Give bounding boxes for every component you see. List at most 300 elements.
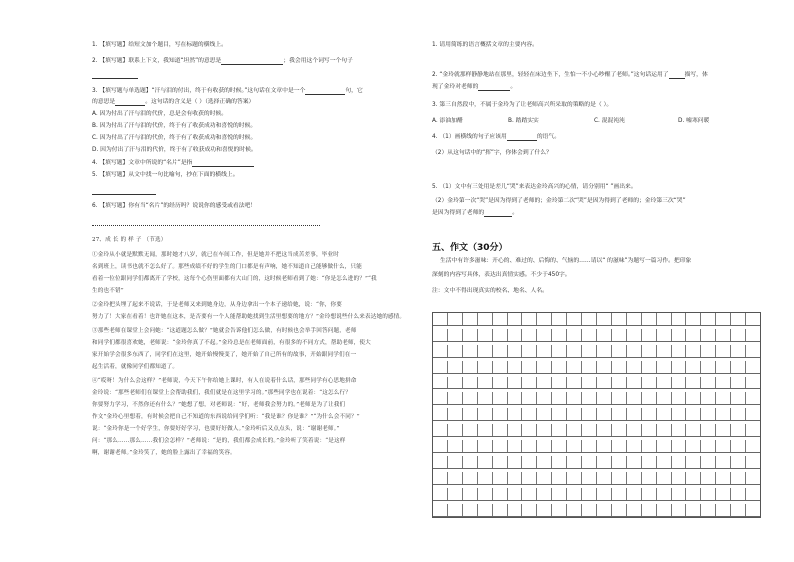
grid-cell[interactable] [642, 392, 657, 404]
grid-cell[interactable] [657, 377, 672, 389]
grid-cell[interactable] [582, 329, 597, 341]
grid-cell[interactable] [508, 456, 523, 468]
grid-cell[interactable] [493, 472, 508, 484]
answer-line[interactable] [92, 78, 138, 79]
grid-cell[interactable] [508, 424, 523, 436]
grid-cell[interactable] [746, 456, 760, 468]
grid-cell[interactable] [746, 504, 760, 516]
grid-cell[interactable] [522, 440, 537, 452]
grid-cell[interactable] [701, 472, 716, 484]
answer-blank[interactable] [484, 211, 512, 217]
grid-cell[interactable] [433, 408, 448, 420]
grid-cell[interactable] [537, 361, 552, 373]
grid-cell[interactable] [567, 424, 582, 436]
grid-cell[interactable] [522, 361, 537, 373]
grid-cell[interactable] [522, 424, 537, 436]
grid-cell[interactable] [537, 456, 552, 468]
grid-cell[interactable] [508, 392, 523, 404]
essay-writing-grid[interactable] [432, 312, 761, 518]
grid-cell[interactable] [478, 345, 493, 357]
option-b[interactable]: B. 因为付出了汗与泪的代价，终于有了收获成功和喜悦的时候。 [92, 123, 257, 129]
grid-cell[interactable] [746, 345, 760, 357]
grid-cell[interactable] [686, 329, 701, 341]
grid-cell[interactable] [746, 424, 760, 436]
grid-cell[interactable] [597, 440, 612, 452]
grid-cell[interactable] [642, 361, 657, 373]
grid-cell[interactable] [508, 345, 523, 357]
grid-cell[interactable] [448, 377, 463, 389]
grid-cell[interactable] [448, 361, 463, 373]
grid-cell[interactable] [627, 377, 642, 389]
grid-cell[interactable] [522, 377, 537, 389]
grid-cell[interactable] [597, 392, 612, 404]
grid-cell[interactable] [552, 329, 567, 341]
grid-cell[interactable] [627, 345, 642, 357]
grid-cell[interactable] [716, 361, 731, 373]
answer-blank[interactable] [669, 73, 685, 79]
grid-cell[interactable] [612, 313, 627, 325]
grid-cell[interactable] [537, 392, 552, 404]
grid-cell[interactable] [746, 361, 760, 373]
grid-cell[interactable] [672, 361, 687, 373]
grid-cell[interactable] [716, 408, 731, 420]
grid-cell[interactable] [582, 408, 597, 420]
grid-cell[interactable] [731, 456, 746, 468]
grid-cell[interactable] [597, 408, 612, 420]
grid-cell[interactable] [657, 361, 672, 373]
grid-cell[interactable] [627, 392, 642, 404]
grid-cell[interactable] [522, 392, 537, 404]
grid-cell[interactable] [493, 377, 508, 389]
grid-cell[interactable] [701, 361, 716, 373]
grid-cell[interactable] [627, 313, 642, 325]
grid-cell[interactable] [716, 377, 731, 389]
grid-cell[interactable] [433, 345, 448, 357]
grid-cell[interactable] [746, 408, 760, 420]
grid-cell[interactable] [686, 472, 701, 484]
grid-cell[interactable] [612, 504, 627, 516]
grid-cell[interactable] [567, 392, 582, 404]
grid-cell[interactable] [567, 361, 582, 373]
grid-cell[interactable] [478, 488, 493, 500]
grid-cell[interactable] [701, 377, 716, 389]
grid-cell[interactable] [701, 424, 716, 436]
grid-cell[interactable] [672, 313, 687, 325]
grid-cell[interactable] [522, 456, 537, 468]
grid-cell[interactable] [433, 377, 448, 389]
grid-cell[interactable] [582, 377, 597, 389]
grid-cell[interactable] [433, 456, 448, 468]
grid-cell[interactable] [463, 456, 478, 468]
grid-cell[interactable] [567, 345, 582, 357]
grid-cell[interactable] [567, 504, 582, 516]
option-c[interactable]: C. 因为付出了汗与泪的代价，终于有了收获成功和喜悦的时候。 [92, 135, 257, 141]
grid-cell[interactable] [493, 313, 508, 325]
grid-cell[interactable] [672, 456, 687, 468]
grid-cell[interactable] [478, 361, 493, 373]
grid-cell[interactable] [731, 377, 746, 389]
grid-cell[interactable] [448, 504, 463, 516]
grid-cell[interactable] [746, 377, 760, 389]
grid-cell[interactable] [463, 424, 478, 436]
grid-cell[interactable] [433, 472, 448, 484]
grid-cell[interactable] [657, 440, 672, 452]
grid-cell[interactable] [731, 488, 746, 500]
grid-cell[interactable] [701, 456, 716, 468]
grid-cell[interactable] [552, 408, 567, 420]
grid-cell[interactable] [582, 361, 597, 373]
grid-cell[interactable] [493, 456, 508, 468]
grid-cell[interactable] [478, 504, 493, 516]
grid-cell[interactable] [478, 440, 493, 452]
grid-cell[interactable] [597, 504, 612, 516]
grid-cell[interactable] [478, 456, 493, 468]
grid-cell[interactable] [493, 408, 508, 420]
grid-cell[interactable] [493, 361, 508, 373]
grid-cell[interactable] [746, 472, 760, 484]
grid-cell[interactable] [522, 488, 537, 500]
grid-cell[interactable] [537, 488, 552, 500]
grid-cell[interactable] [508, 408, 523, 420]
grid-cell[interactable] [478, 329, 493, 341]
grid-cell[interactable] [463, 472, 478, 484]
option-a[interactable]: A. 因为付出了汗与泪的代价，总是会有收获的时候。 [92, 111, 228, 117]
grid-cell[interactable] [537, 329, 552, 341]
grid-cell[interactable] [597, 472, 612, 484]
grid-cell[interactable] [537, 345, 552, 357]
grid-cell[interactable] [433, 313, 448, 325]
grid-cell[interactable] [463, 408, 478, 420]
grid-cell[interactable] [493, 345, 508, 357]
grid-cell[interactable] [552, 488, 567, 500]
grid-cell[interactable] [746, 440, 760, 452]
answer-blank[interactable] [478, 85, 510, 91]
grid-cell[interactable] [701, 392, 716, 404]
grid-cell[interactable] [463, 392, 478, 404]
grid-cell[interactable] [433, 329, 448, 341]
grid-cell[interactable] [657, 329, 672, 341]
grid-cell[interactable] [537, 377, 552, 389]
grid-cell[interactable] [731, 392, 746, 404]
grid-cell[interactable] [657, 408, 672, 420]
grid-cell[interactable] [463, 377, 478, 389]
grid-cell[interactable] [642, 504, 657, 516]
grid-cell[interactable] [433, 392, 448, 404]
grid-cell[interactable] [463, 329, 478, 341]
grid-cell[interactable] [552, 456, 567, 468]
grid-cell[interactable] [552, 313, 567, 325]
grid-cell[interactable] [463, 345, 478, 357]
grid-cell[interactable] [448, 440, 463, 452]
grid-cell[interactable] [627, 440, 642, 452]
grid-cell[interactable] [508, 313, 523, 325]
grid-cell[interactable] [672, 345, 687, 357]
grid-cell[interactable] [612, 408, 627, 420]
grid-cell[interactable] [672, 392, 687, 404]
answer-blank[interactable] [115, 100, 145, 106]
grid-cell[interactable] [657, 424, 672, 436]
grid-cell[interactable] [716, 472, 731, 484]
grid-cell[interactable] [567, 488, 582, 500]
grid-cell[interactable] [508, 361, 523, 373]
grid-cell[interactable] [672, 329, 687, 341]
grid-cell[interactable] [597, 361, 612, 373]
grid-cell[interactable] [582, 488, 597, 500]
option-b[interactable]: B. 踏踏实实 [508, 118, 539, 124]
grid-cell[interactable] [612, 440, 627, 452]
grid-cell[interactable] [746, 488, 760, 500]
grid-cell[interactable] [582, 456, 597, 468]
grid-cell[interactable] [731, 472, 746, 484]
grid-cell[interactable] [567, 456, 582, 468]
grid-cell[interactable] [716, 504, 731, 516]
grid-cell[interactable] [537, 408, 552, 420]
grid-cell[interactable] [582, 392, 597, 404]
grid-cell[interactable] [612, 424, 627, 436]
grid-cell[interactable] [582, 472, 597, 484]
grid-cell[interactable] [448, 488, 463, 500]
grid-cell[interactable] [493, 329, 508, 341]
grid-cell[interactable] [612, 329, 627, 341]
grid-cell[interactable] [493, 392, 508, 404]
grid-cell[interactable] [552, 345, 567, 357]
grid-cell[interactable] [537, 440, 552, 452]
grid-cell[interactable] [448, 472, 463, 484]
grid-cell[interactable] [567, 377, 582, 389]
grid-cell[interactable] [478, 392, 493, 404]
grid-cell[interactable] [508, 488, 523, 500]
grid-cell[interactable] [582, 313, 597, 325]
grid-cell[interactable] [612, 456, 627, 468]
grid-cell[interactable] [478, 472, 493, 484]
grid-cell[interactable] [612, 361, 627, 373]
grid-cell[interactable] [448, 313, 463, 325]
grid-cell[interactable] [582, 504, 597, 516]
grid-cell[interactable] [522, 329, 537, 341]
grid-cell[interactable] [731, 345, 746, 357]
grid-cell[interactable] [552, 472, 567, 484]
grid-cell[interactable] [567, 472, 582, 484]
grid-cell[interactable] [433, 488, 448, 500]
grid-cell[interactable] [627, 408, 642, 420]
answer-blank[interactable] [192, 161, 254, 167]
grid-cell[interactable] [672, 488, 687, 500]
grid-cell[interactable] [716, 392, 731, 404]
grid-cell[interactable] [552, 377, 567, 389]
grid-cell[interactable] [686, 488, 701, 500]
answer-line[interactable] [92, 194, 156, 195]
grid-cell[interactable] [448, 392, 463, 404]
option-a[interactable]: A. 添油加醋 [432, 118, 463, 124]
grid-cell[interactable] [642, 440, 657, 452]
grid-cell[interactable] [686, 456, 701, 468]
answer-blank[interactable] [507, 135, 537, 141]
grid-cell[interactable] [493, 424, 508, 436]
grid-cell[interactable] [642, 329, 657, 341]
grid-cell[interactable] [642, 456, 657, 468]
grid-cell[interactable] [642, 377, 657, 389]
grid-cell[interactable] [642, 408, 657, 420]
grid-cell[interactable] [508, 377, 523, 389]
grid-cell[interactable] [433, 361, 448, 373]
grid-cell[interactable] [672, 408, 687, 420]
grid-cell[interactable] [582, 424, 597, 436]
grid-cell[interactable] [657, 504, 672, 516]
grid-cell[interactable] [597, 377, 612, 389]
answer-line[interactable] [92, 225, 320, 226]
grid-cell[interactable] [701, 345, 716, 357]
grid-cell[interactable] [672, 472, 687, 484]
grid-cell[interactable] [672, 424, 687, 436]
grid-cell[interactable] [701, 488, 716, 500]
grid-cell[interactable] [642, 345, 657, 357]
grid-cell[interactable] [731, 329, 746, 341]
grid-cell[interactable] [686, 408, 701, 420]
grid-cell[interactable] [731, 408, 746, 420]
grid-cell[interactable] [657, 392, 672, 404]
grid-cell[interactable] [582, 345, 597, 357]
grid-cell[interactable] [686, 345, 701, 357]
grid-cell[interactable] [716, 313, 731, 325]
grid-cell[interactable] [567, 408, 582, 420]
grid-cell[interactable] [448, 329, 463, 341]
grid-cell[interactable] [716, 345, 731, 357]
grid-cell[interactable] [746, 313, 760, 325]
grid-cell[interactable] [746, 392, 760, 404]
answer-blank[interactable] [305, 89, 345, 95]
grid-cell[interactable] [612, 488, 627, 500]
grid-cell[interactable] [612, 392, 627, 404]
grid-cell[interactable] [597, 345, 612, 357]
grid-cell[interactable] [463, 361, 478, 373]
grid-cell[interactable] [731, 313, 746, 325]
grid-cell[interactable] [627, 424, 642, 436]
grid-cell[interactable] [448, 345, 463, 357]
grid-cell[interactable] [701, 440, 716, 452]
grid-cell[interactable] [448, 424, 463, 436]
grid-cell[interactable] [582, 440, 597, 452]
grid-cell[interactable] [478, 408, 493, 420]
grid-cell[interactable] [463, 313, 478, 325]
grid-cell[interactable] [597, 456, 612, 468]
grid-cell[interactable] [552, 361, 567, 373]
grid-cell[interactable] [657, 456, 672, 468]
grid-cell[interactable] [627, 456, 642, 468]
grid-cell[interactable] [642, 488, 657, 500]
grid-cell[interactable] [508, 440, 523, 452]
grid-cell[interactable] [686, 424, 701, 436]
grid-cell[interactable] [522, 408, 537, 420]
grid-cell[interactable] [686, 377, 701, 389]
grid-cell[interactable] [686, 392, 701, 404]
grid-cell[interactable] [716, 456, 731, 468]
grid-cell[interactable] [433, 440, 448, 452]
grid-cell[interactable] [463, 504, 478, 516]
grid-cell[interactable] [686, 361, 701, 373]
grid-cell[interactable] [597, 488, 612, 500]
grid-cell[interactable] [731, 424, 746, 436]
grid-cell[interactable] [701, 408, 716, 420]
option-d[interactable]: D. 嘘寒问暖 [678, 118, 710, 124]
option-d[interactable]: D. 因为付出了汗与泪的代价，终于有了收获成功和喜悦的时候。 [92, 147, 257, 153]
grid-cell[interactable] [672, 377, 687, 389]
grid-cell[interactable] [537, 472, 552, 484]
grid-cell[interactable] [701, 504, 716, 516]
grid-cell[interactable] [731, 361, 746, 373]
grid-cell[interactable] [612, 345, 627, 357]
grid-cell[interactable] [672, 504, 687, 516]
grid-cell[interactable] [493, 504, 508, 516]
grid-cell[interactable] [508, 504, 523, 516]
grid-cell[interactable] [508, 472, 523, 484]
grid-cell[interactable] [731, 440, 746, 452]
grid-cell[interactable] [657, 472, 672, 484]
grid-cell[interactable] [612, 377, 627, 389]
grid-cell[interactable] [627, 488, 642, 500]
grid-cell[interactable] [508, 329, 523, 341]
grid-cell[interactable] [746, 329, 760, 341]
grid-cell[interactable] [522, 345, 537, 357]
grid-cell[interactable] [493, 440, 508, 452]
grid-cell[interactable] [478, 424, 493, 436]
grid-cell[interactable] [716, 329, 731, 341]
grid-cell[interactable] [597, 424, 612, 436]
grid-cell[interactable] [657, 313, 672, 325]
grid-cell[interactable] [597, 329, 612, 341]
grid-cell[interactable] [672, 440, 687, 452]
grid-cell[interactable] [537, 504, 552, 516]
grid-cell[interactable] [552, 392, 567, 404]
grid-cell[interactable] [463, 440, 478, 452]
grid-cell[interactable] [716, 440, 731, 452]
grid-cell[interactable] [537, 313, 552, 325]
grid-cell[interactable] [657, 488, 672, 500]
grid-cell[interactable] [716, 424, 731, 436]
grid-cell[interactable] [522, 472, 537, 484]
grid-cell[interactable] [686, 313, 701, 325]
grid-cell[interactable] [537, 424, 552, 436]
grid-cell[interactable] [716, 488, 731, 500]
option-c[interactable]: C. 混混沌沌 [594, 118, 625, 124]
grid-cell[interactable] [657, 345, 672, 357]
grid-cell[interactable] [627, 329, 642, 341]
grid-cell[interactable] [567, 440, 582, 452]
answer-blank[interactable] [221, 59, 283, 65]
grid-cell[interactable] [686, 504, 701, 516]
grid-cell[interactable] [433, 504, 448, 516]
grid-cell[interactable] [478, 377, 493, 389]
grid-cell[interactable] [642, 472, 657, 484]
grid-cell[interactable] [642, 313, 657, 325]
grid-cell[interactable] [448, 456, 463, 468]
grid-cell[interactable] [433, 424, 448, 436]
grid-cell[interactable] [701, 313, 716, 325]
grid-cell[interactable] [567, 313, 582, 325]
grid-cell[interactable] [463, 488, 478, 500]
grid-cell[interactable] [522, 504, 537, 516]
grid-cell[interactable] [552, 440, 567, 452]
grid-cell[interactable] [642, 424, 657, 436]
grid-cell[interactable] [552, 424, 567, 436]
grid-cell[interactable] [522, 313, 537, 325]
grid-cell[interactable] [731, 504, 746, 516]
grid-cell[interactable] [627, 361, 642, 373]
grid-cell[interactable] [597, 313, 612, 325]
grid-cell[interactable] [567, 329, 582, 341]
grid-cell[interactable] [552, 504, 567, 516]
grid-cell[interactable] [612, 472, 627, 484]
grid-cell[interactable] [493, 488, 508, 500]
